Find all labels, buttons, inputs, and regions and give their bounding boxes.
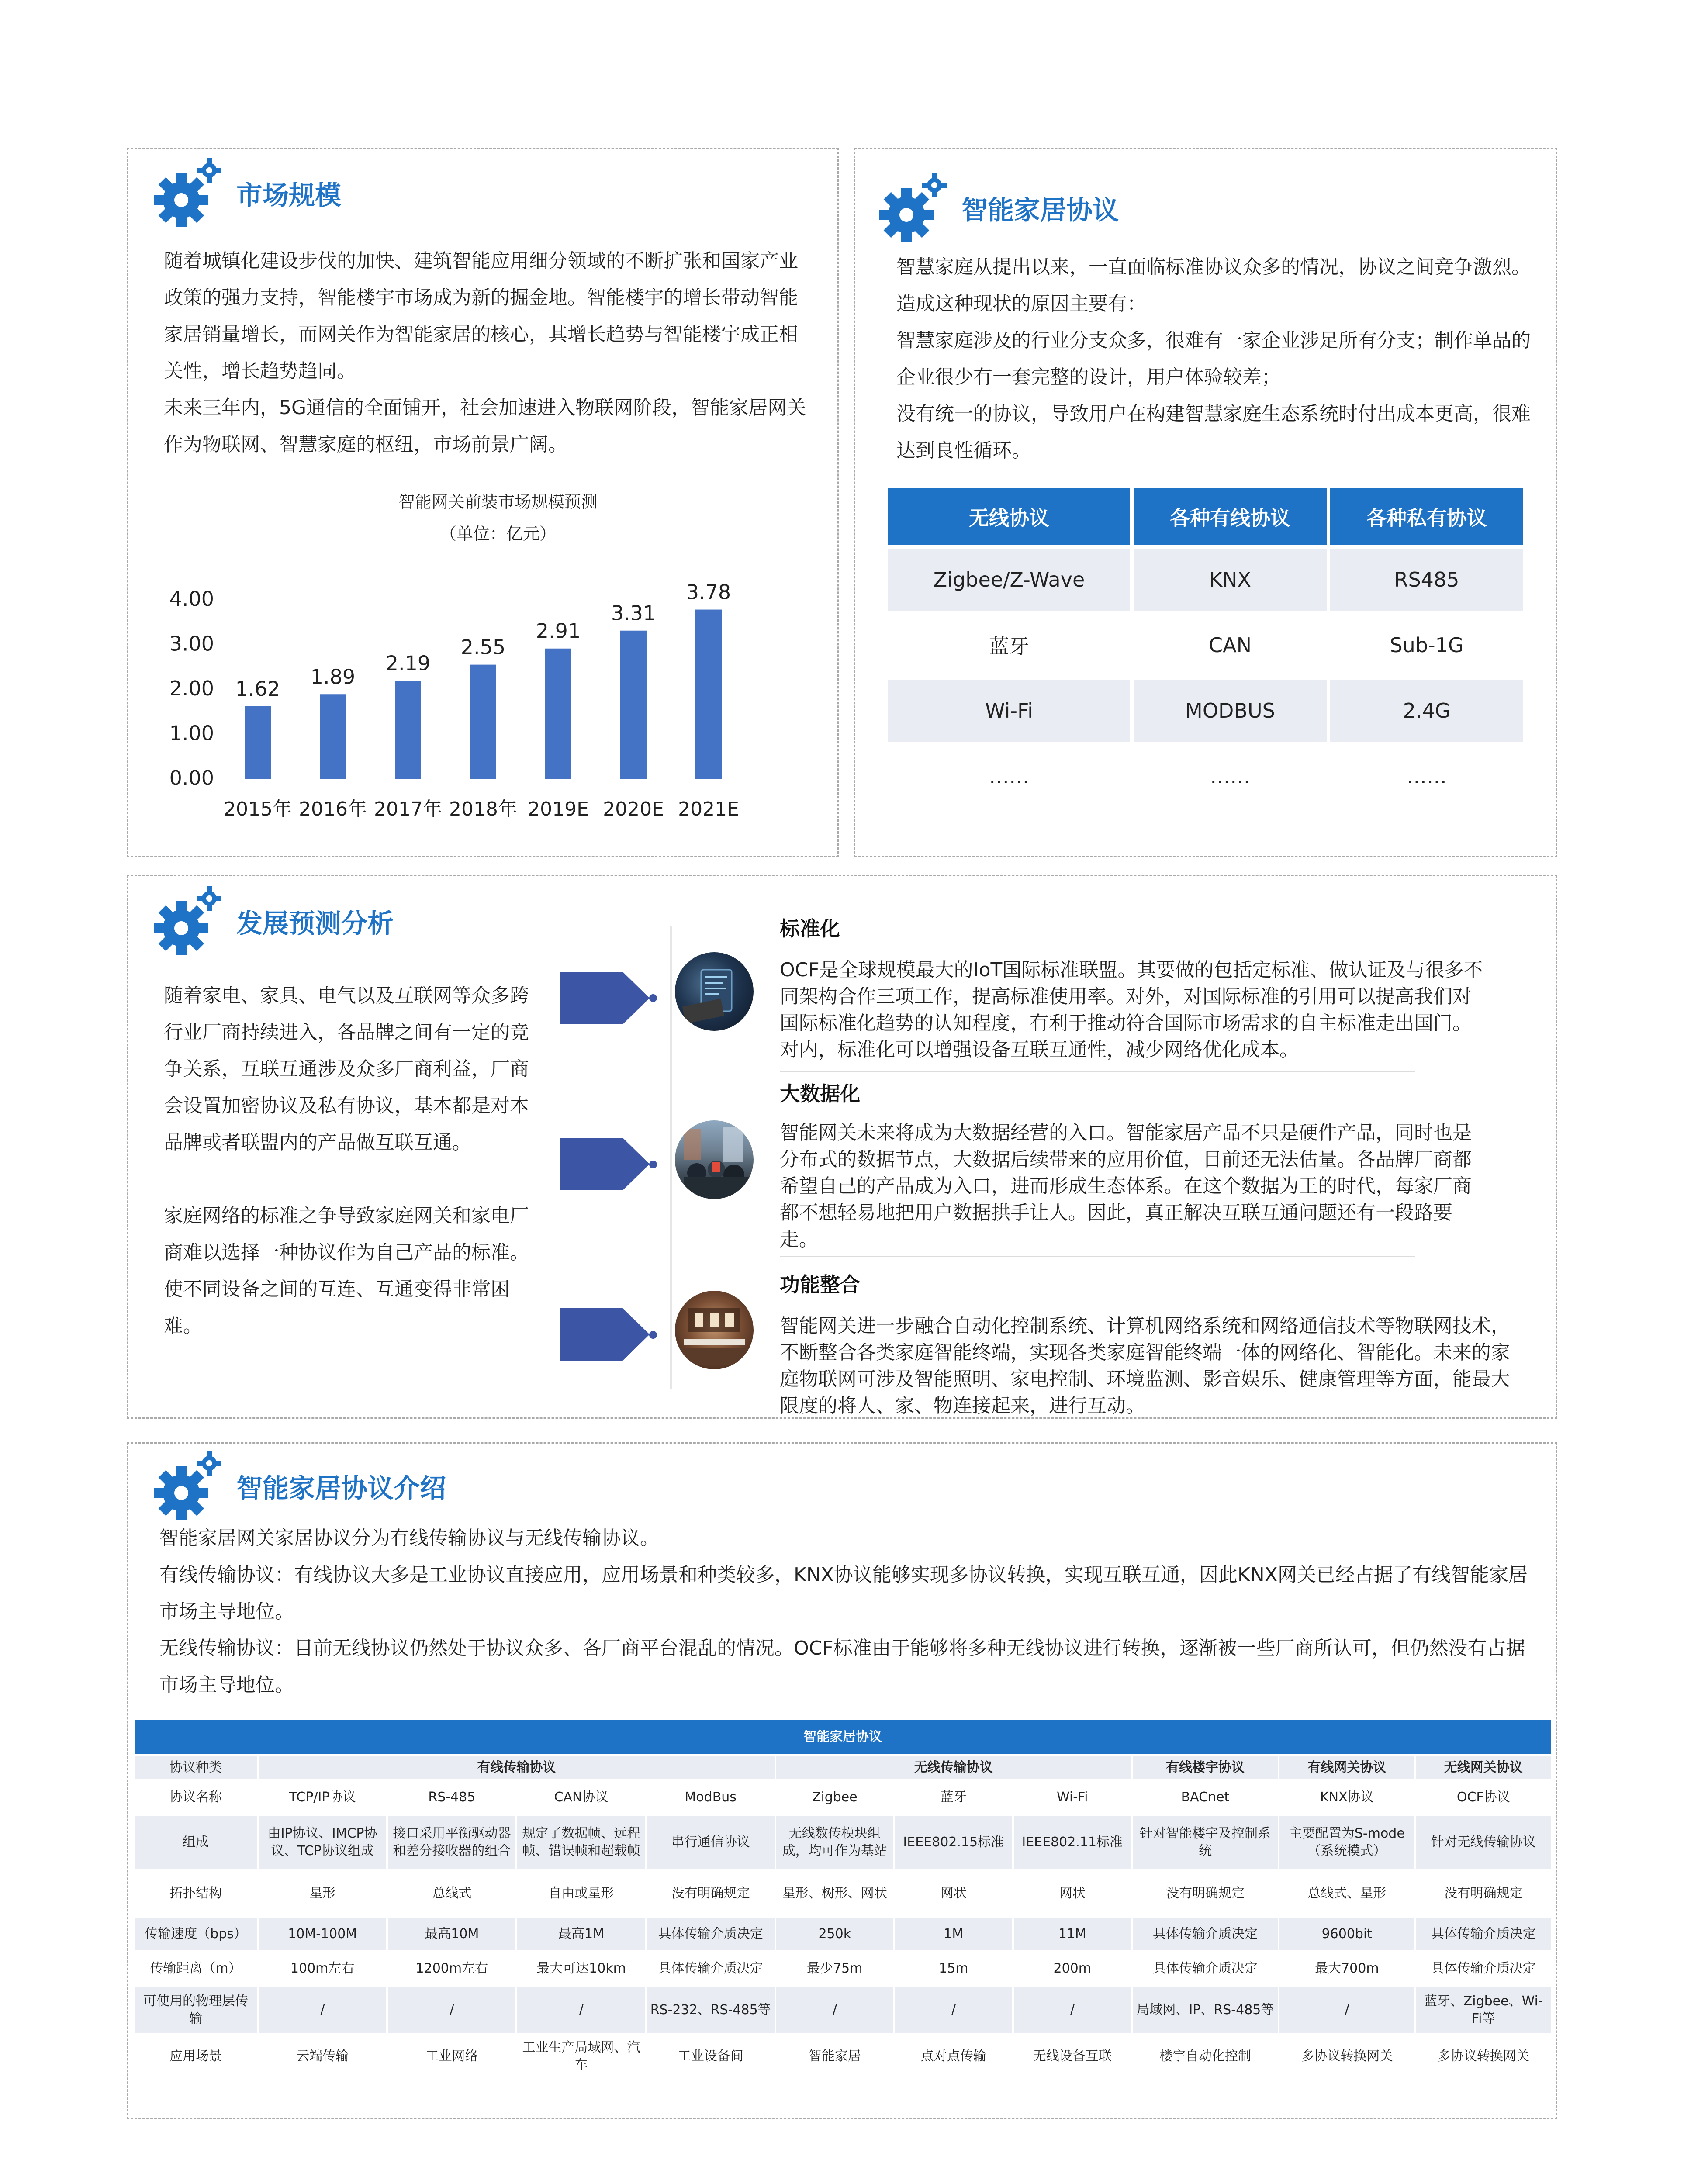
bar [695,610,722,779]
table-row [135,1918,1551,1950]
table-cell: 工业网络 [425,2049,478,2064]
paragraph: 未来三年内，5G通信的全面铺开，社会加速进入物联网阶段，智能家居网关作为物联网、智慧家庭的枢纽，市场前景广阔。 [164,397,806,456]
table-cell: 没有明确规定 [1444,1886,1523,1901]
table-cell: 具体传输介质决定 [1431,1961,1536,1976]
divider [780,1071,1415,1072]
table-cell: / [776,1987,893,2033]
table-cell: Zigbee [812,1790,858,1805]
table-row [135,2035,1551,2077]
column-header: 无线协议 [888,488,1130,545]
item-title: 标准化 [780,917,840,940]
table-cell: 工业设备间 [678,2049,743,2064]
table-row [135,1952,1551,1985]
table-row [135,1816,1551,1869]
y-tick-label: 0.00 [169,766,214,790]
table-cell: / [259,1987,386,2033]
bar-value-label: 2.55 [460,635,506,659]
table-cell: IEEE802.15标准 [895,1816,1012,1869]
table-cell: 具体传输介质决定 [1152,1961,1258,1976]
table-cell: / [1014,1987,1131,2033]
table-cell: 最大可达10km [536,1961,626,1976]
table-cell: …… [989,764,1030,788]
row-label: 应用场景 [169,2049,222,2064]
table-group-row [135,1756,1551,1779]
row-label: 拓扑结构 [169,1886,222,1901]
section-title: 发展预测分析 [236,909,394,939]
group-header: 有线传输协议 [259,1756,775,1779]
group-header: 无线传输协议 [776,1756,1131,1779]
table-cell: IEEE802.11标准 [1014,1816,1131,1869]
intro-text [159,1520,1540,1704]
table-cell: ModBus [685,1790,737,1805]
table-cell: 15m [939,1961,968,1976]
table-cell: 具体传输介质决定 [658,1961,763,1976]
table-cell: 接口采用平衡驱动器和差分接收器的组合 [388,1816,515,1869]
table-row [888,680,1523,742]
table-cell: 11M [1014,1918,1131,1950]
paragraph: 有线传输协议：有线协议大多是工业协议直接应用，应用场景和种类较多，KNX协议能够实现多协议转换，实现互联互通，因此KNX网关已经占据了有线智能家居市场主导地位。 [159,1564,1528,1623]
bar-value-label: 1.89 [310,665,356,689]
gear-icon [151,156,225,231]
table-cell: 最高1M [517,1918,645,1950]
paragraph: 随着城镇化建设步伐的加快、建筑智能应用细分领域的不断扩张和国家产业政策的强力支持，智能楼宇市场成为新的掘金地。智能楼宇的增长带动智能家居销量增长，而网关作为智能家居的核心，其增长趋势与智能楼宇成正相关性，增长趋势趋同。 [164,250,798,382]
protocol-title [876,171,1119,245]
item-text: 智能网关进一步融合自动化控制系统、计算机网络系统和网络通信技术等物联网技术，不断整合各类家庭智能终端，实现各类家庭智能终端一体的网络化、智能化。未来的家庭物联网可涉及智能照明、家电控制、环境监测、影音娱乐、健康管理等方面，能最大限度的将人、家、物连接起来，进行互动。 [780,1315,1510,1417]
row-label: 可使用的物理层传输 [135,1987,257,2033]
paragraph: 家庭网络的标准之争导致家庭网关和家电厂商难以选择一种协议作为自己产品的标准。使不同设备之间的互连、互通变得非常困难。 [164,1205,529,1337]
table-cell: TCP/IP协议 [289,1790,356,1805]
row-label: 传输速度（bps） [135,1918,257,1950]
table-cell: 具体传输介质决定 [1416,1918,1551,1950]
table-cell: 无线设备互联 [1033,2049,1112,2064]
table-cell: 1M [895,1918,1012,1950]
bar-value-label: 2.91 [536,619,581,643]
table-row [135,1871,1551,1916]
timeline-line [670,926,672,1389]
paragraph: 智慧家庭从提出以来，一直面临标准协议众多的情况，协议之间竞争激烈。造成这种现状的原因主要有： [896,256,1531,315]
chart-subtitle: （单位：亿元） [439,524,557,543]
gear-icon [151,1449,225,1524]
table-cell: RS-485 [428,1790,476,1805]
row-label: 协议名称 [169,1790,222,1805]
paragraph: 智慧家庭涉及的行业分支众多，很难有一家企业涉足所有分支；制作单品的企业很少有一套完整的设计，用户体验较差； [896,329,1531,388]
table-cell: Wi-Fi [888,680,1130,742]
group-header: 有线网关协议 [1279,1756,1414,1779]
table-header [888,488,1523,545]
table-cell: 串行通信协议 [647,1816,775,1869]
table-row [135,1987,1551,2033]
table-cell: 蓝牙、Zigbee、Wi-Fi等 [1416,1987,1551,2033]
table-cell: BACnet [1181,1790,1230,1805]
x-tick-label: 2021E [678,798,739,820]
bar [245,706,271,779]
table-cell: 总线式 [432,1886,472,1901]
group-header: 无线网关协议 [1416,1756,1551,1779]
table-cell: 10M-100M [259,1918,386,1950]
table-cell: 多协议转换网关 [1437,2049,1529,2064]
forecast-text [164,978,531,1344]
row-label: 传输距离（m） [150,1961,242,1976]
table-cell: 250k [776,1918,893,1950]
bar-value-label: 2.19 [385,651,431,675]
x-tick-label: 2018年 [449,798,517,820]
table-cell: 针对智能楼宇及控制系统 [1133,1816,1278,1869]
item-title: 大数据化 [780,1082,860,1106]
table-cell: 具体传输介质决定 [647,1918,775,1950]
table-cell: 由IP协议、IMCP协议、TCP协议组成 [259,1816,386,1869]
table-caption-row [135,1720,1551,1754]
table-cell: 星形 [309,1886,336,1901]
table-cell: 最少75m [807,1961,863,1976]
item-text: OCF是全球规模最大的IoT国际标准联盟。其要做的包括定标准、做认证及与很多不同架构合作三项工作，提高标准使用率。对外，对国际标准的引用可以提高我们对国际标准化趋势的认知程度，有利于推动符合国际市场需求的自主标准走出国门。对内，标准化可以增强设备互联互通性，减少网络优化成本。 [780,959,1483,1061]
divider [780,1256,1415,1257]
table-cell: 云端传输 [296,2049,349,2064]
table-cell: 网状 [940,1886,967,1901]
forecast-title [151,885,394,959]
group-header: 有线楼宇协议 [1133,1756,1278,1779]
table-cell: / [895,1987,1012,2033]
table-caption: 智能家居协议 [135,1720,1551,1754]
market-text [164,243,817,463]
timeline-dot [649,994,657,1002]
market-title [151,156,341,231]
table-row [888,549,1523,611]
table-cell: 局域网、IP、RS-485等 [1133,1987,1278,2033]
table-cell: RS485 [1330,549,1523,611]
bar-value-label: 3.78 [686,580,731,604]
table-row [888,745,1523,807]
table-cell: 楼宇自动化控制 [1159,2049,1251,2064]
table-cell: CAN [1209,633,1252,657]
y-tick-label: 3.00 [169,632,214,656]
row-label: 协议种类 [135,1756,257,1779]
bar-value-label: 3.31 [611,601,656,625]
standardization-image [675,952,754,1031]
table-cell: 1200m左右 [415,1961,488,1976]
table-cell: 200m [1053,1961,1091,1976]
y-tick-label: 1.00 [169,721,214,745]
table-cell: OCF协议 [1456,1790,1510,1805]
table-cell: Sub-1G [1390,633,1464,657]
table-cell: RS-232、RS-485等 [647,1987,775,2033]
table-cell: 2.4G [1330,680,1523,742]
bar [320,694,346,779]
item-text: 智能网关未来将成为大数据经营的入口。智能家居产品不只是硬件产品，同时也是分布式的数据节点，大数据后续带来的应用价值，目前还无法估量。各品牌厂商都希望自己的产品成为入口，进而形成生态体系。在这个数据为王的时代，每家厂商都不想轻易地把用户数据拱手让人。因此，真正解决互联互通问题还有一段路要走。 [780,1122,1472,1251]
x-tick-label: 2019E [528,798,589,820]
table-cell: MODBUS [1134,680,1327,742]
paragraph: 无线传输协议：目前无线协议仍然处于协议众多、各厂商平台混乱的情况。OCF标准由于能够将多种无线协议进行转换，逐渐被一些厂商所认可，但仍然没有占据市场主导地位。 [159,1637,1525,1696]
column-header: 各种有线协议 [1134,488,1327,545]
table-cell: KNX [1134,549,1327,611]
table-cell: …… [1407,764,1447,788]
y-tick-label: 2.00 [169,677,214,700]
table-cell: 针对无线传输协议 [1416,1816,1551,1869]
row-label: 组成 [135,1816,257,1869]
x-tick-label: 2016年 [299,798,367,820]
table-cell: 网状 [1059,1886,1086,1901]
paragraph: 随着家电、家具、电气以及互联网等众多跨行业厂商持续进入，各品牌之间有一定的竞争关系，互联互通涉及众多厂商利益，厂商会设置加密协议及私有协议，基本都是对本品牌或者联盟内的产品做互联互通。 [164,985,529,1154]
table-cell: 主要配置为S-mode（系统模式） [1279,1816,1414,1869]
timeline-dot [649,1331,657,1339]
timeline-dot [649,1161,657,1168]
bar-value-label: 1.62 [235,677,280,701]
paragraph: 没有统一的协议，导致用户在构建智慧家庭生态系统时付出成本更高，很难达到良性循环。 [896,403,1531,462]
gear-icon [876,171,950,245]
bar [395,681,421,779]
item-title: 功能整合 [780,1273,860,1296]
table-cell: / [388,1987,515,2033]
section-title: 市场规模 [236,180,341,211]
bar [620,631,647,779]
table-cell: 星形、树形、网状 [782,1886,887,1901]
y-tick-label: 4.00 [169,587,214,611]
table-cell: 100m左右 [290,1961,355,1976]
table-cell: 自由或星形 [548,1886,614,1901]
protocol-table [885,485,1527,811]
table-cell: Wi-Fi [1056,1790,1088,1805]
table-cell: / [517,1987,645,2033]
section-title: 智能家居协议 [961,195,1119,226]
bar [470,665,496,779]
x-tick-label: 2017年 [374,798,442,820]
table-cell: CAN协议 [554,1790,609,1805]
bar [545,649,571,779]
table-cell: KNX协议 [1320,1790,1374,1805]
intro-title [151,1449,446,1524]
table-cell: 没有明确规定 [671,1886,750,1901]
protocol-text [896,249,1539,469]
integration-image [675,1291,754,1369]
table-cell: 多协议转换网关 [1301,2049,1393,2064]
table-cell: 点对点传输 [920,2049,986,2064]
table-cell: 规定了数据帧、远程帧、错误帧和超载帧 [517,1816,645,1869]
table-cell: Zigbee/Z-Wave [888,549,1130,611]
table-cell: 最高10M [388,1918,515,1950]
x-tick-label: 2020E [603,798,664,820]
table-cell: 无线数传模块组成，均可作为基站 [776,1816,893,1869]
table-cell: 总线式、星形 [1307,1886,1387,1901]
table-cell: 最大700m [1315,1961,1379,1976]
gear-icon [151,885,225,959]
table-cell: …… [1210,764,1251,788]
protocol-comparison-table [133,1718,1553,2080]
table-cell: 9600bit [1279,1918,1414,1950]
table-cell: 智能家居 [808,2049,861,2064]
column-header: 各种私有协议 [1330,488,1523,545]
table-cell: 蓝牙 [940,1790,967,1805]
table-cell: 具体传输介质决定 [1133,1918,1278,1950]
table-cell: 工业生产局域网、汽车 [522,2040,640,2073]
table-cell: / [1279,1987,1414,2033]
table-cell: 没有明确规定 [1165,1886,1245,1901]
bigdata-image [675,1120,754,1199]
table-row [888,614,1523,676]
table-row [135,1781,1551,1814]
x-tick-label: 2015年 [224,798,292,820]
section-title: 智能家居协议介绍 [236,1473,446,1504]
paragraph: 智能家居网关家居协议分为有线传输协议与无线传输协议。 [159,1527,659,1549]
chart-title: 智能网关前装市场规模预测 [398,492,598,511]
table-cell: 蓝牙 [989,635,1030,658]
market-bar-chart [166,485,821,834]
